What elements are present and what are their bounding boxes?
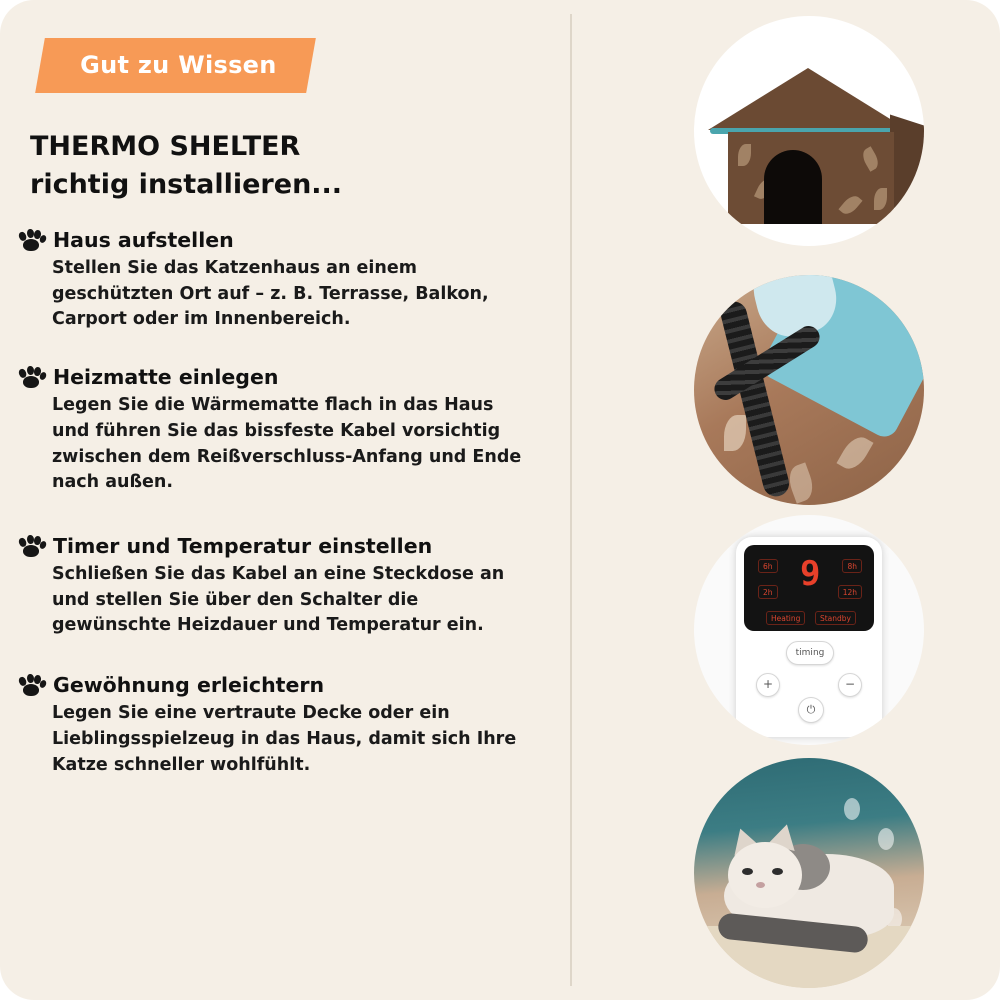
paw-icon	[18, 673, 44, 697]
controller-device	[736, 537, 882, 737]
step-title: Haus aufstellen	[53, 228, 234, 252]
step-header	[18, 365, 548, 389]
step-body: Legen Sie eine vertraute Decke oder ein Lieblingsspielzeug in das Haus, damit sich Ihre Katze schneller wohlfühlt.	[52, 703, 517, 775]
paw-icon	[18, 228, 44, 252]
display-label-2h: 2h	[758, 585, 778, 599]
cat-house-photo	[694, 16, 924, 246]
step-body: Legen Sie die Wärmematte flach in das Haus und führen Sie das bissfeste Kabel vorsichtig zwischen dem Reißverschluss-Anfang und Ende nach außen.	[52, 395, 522, 493]
step-title: Timer und Temperatur einstellen	[53, 534, 433, 559]
page-title-line1: THERMO SHELTER	[30, 131, 301, 162]
list-item	[18, 534, 548, 639]
heating-cable-zipper-photo	[694, 275, 924, 505]
cat-nose-shape	[756, 882, 765, 888]
gut-zu-wissen-badge	[35, 38, 315, 93]
step-header	[18, 534, 548, 558]
right-photo-column	[572, 0, 1000, 1000]
list-item	[18, 365, 548, 496]
display-label-heating: Heating	[766, 611, 805, 625]
page-title-line2: richtig installieren...	[30, 169, 343, 201]
controller-display	[744, 545, 874, 631]
step-body: Stellen Sie das Katzenhaus an einem geschützten Ort auf – z. B. Terrasse, Balkon, Carport oder im Innenbereich.	[52, 258, 489, 330]
timing-button[interactable]: timing	[786, 641, 834, 665]
list-item	[18, 673, 548, 778]
paw-icon	[18, 365, 44, 389]
house-side-shape	[890, 114, 924, 217]
plus-button[interactable]: +	[756, 673, 780, 697]
display-label-6h: 6h	[758, 559, 778, 573]
house-roof-shape	[708, 68, 908, 130]
display-digit: 9	[800, 554, 821, 594]
cat-eye-left	[742, 868, 753, 875]
step-header	[18, 228, 548, 252]
house-door-shape	[764, 150, 822, 224]
badge-label: Gut zu Wissen	[80, 51, 277, 79]
display-label-12h: 12h	[838, 585, 862, 599]
paw-icon	[18, 534, 44, 558]
cat-eye-right	[772, 868, 783, 875]
list-item	[18, 228, 548, 333]
step-title: Heizmatte einlegen	[53, 365, 279, 390]
cat-head-shape	[728, 842, 802, 908]
cat-inside-house-photo	[694, 758, 924, 988]
page-title	[30, 128, 550, 205]
step-header	[18, 673, 548, 697]
minus-button[interactable]: −	[838, 673, 862, 697]
steps-list	[18, 228, 548, 804]
step-body: Schließen Sie das Kabel an eine Steckdose an und stellen Sie über den Schalter die gewünschte Heizdauer und Temperatur ein.	[52, 564, 505, 636]
power-button[interactable]: ⏻	[798, 697, 824, 723]
controller-photo	[694, 515, 924, 745]
step-title: Gewöhnung erleichtern	[53, 673, 325, 698]
display-label-8h: 8h	[842, 559, 862, 573]
display-label-standby: Standby	[815, 611, 856, 625]
